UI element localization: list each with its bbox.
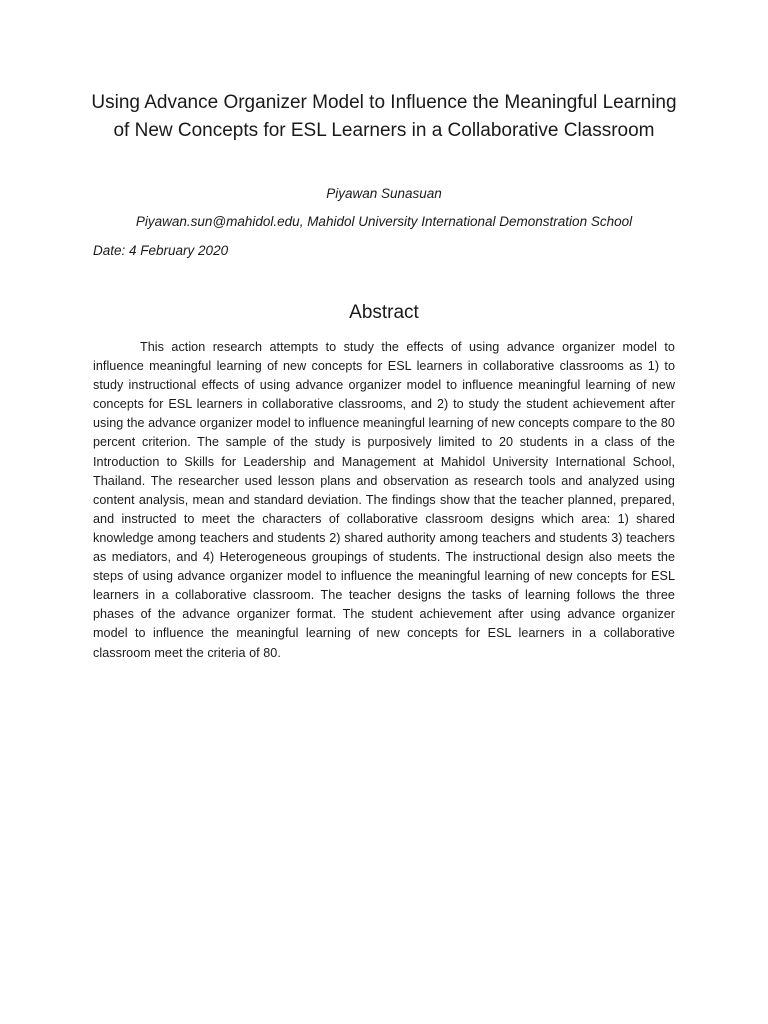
author-name: Piyawan Sunasuan: [326, 186, 442, 201]
abstract-body: This action research attempts to study the effects of using advance organizer model to influence meaningful learning of new concepts for ESL learners in collaborative classrooms as 1) to study instructional effects of using advance organizer model to influence meaningful learning of new concepts for ESL learners in collaborative classrooms, and 2) to study the student achievement after using the advance organizer model to influence meaningful learning of new concepts compare to the 80 percent criterion. The sample of the study is purposively limited to 20 students in a class of the Introduction to Skills for Leadership and Management at Mahidol University International School, Thailand. The researcher used lesson plans and observation as research tools and analyzed using content analysis, mean and standard deviation. The findings show that the teacher planned, prepared, and instructed to meet the characters of collaborative classroom designs which area: 1) shared knowledge among teachers and students 2) shared authority among teachers and students 3) teachers as mediators, and 4) Heterogeneous groupings of students. The instructional design also meets the steps of using advance organizer model to influence the meaningful learning of new concepts for ESL learners in a collaborative classroom. The teacher designs the tasks of learning follows the three phases of the advance organizer format. The student achievement after using advance organizer model to influence the meaningful learning of new concepts for ESL learners in a collaborative classroom meet the criteria of 80.: [93, 340, 675, 660]
publication-date: Date: 4 February 2020: [93, 243, 229, 258]
paper-title: Using Advance Organizer Model to Influence the Meaningful Learning of New Concepts for ESL Learners in a Collaborative Classroom: [91, 92, 677, 141]
author-affiliation: Piyawan.sun@mahidol.edu, Mahidol University International Demonstration School: [135, 214, 633, 229]
abstract-heading: Abstract: [349, 302, 419, 323]
